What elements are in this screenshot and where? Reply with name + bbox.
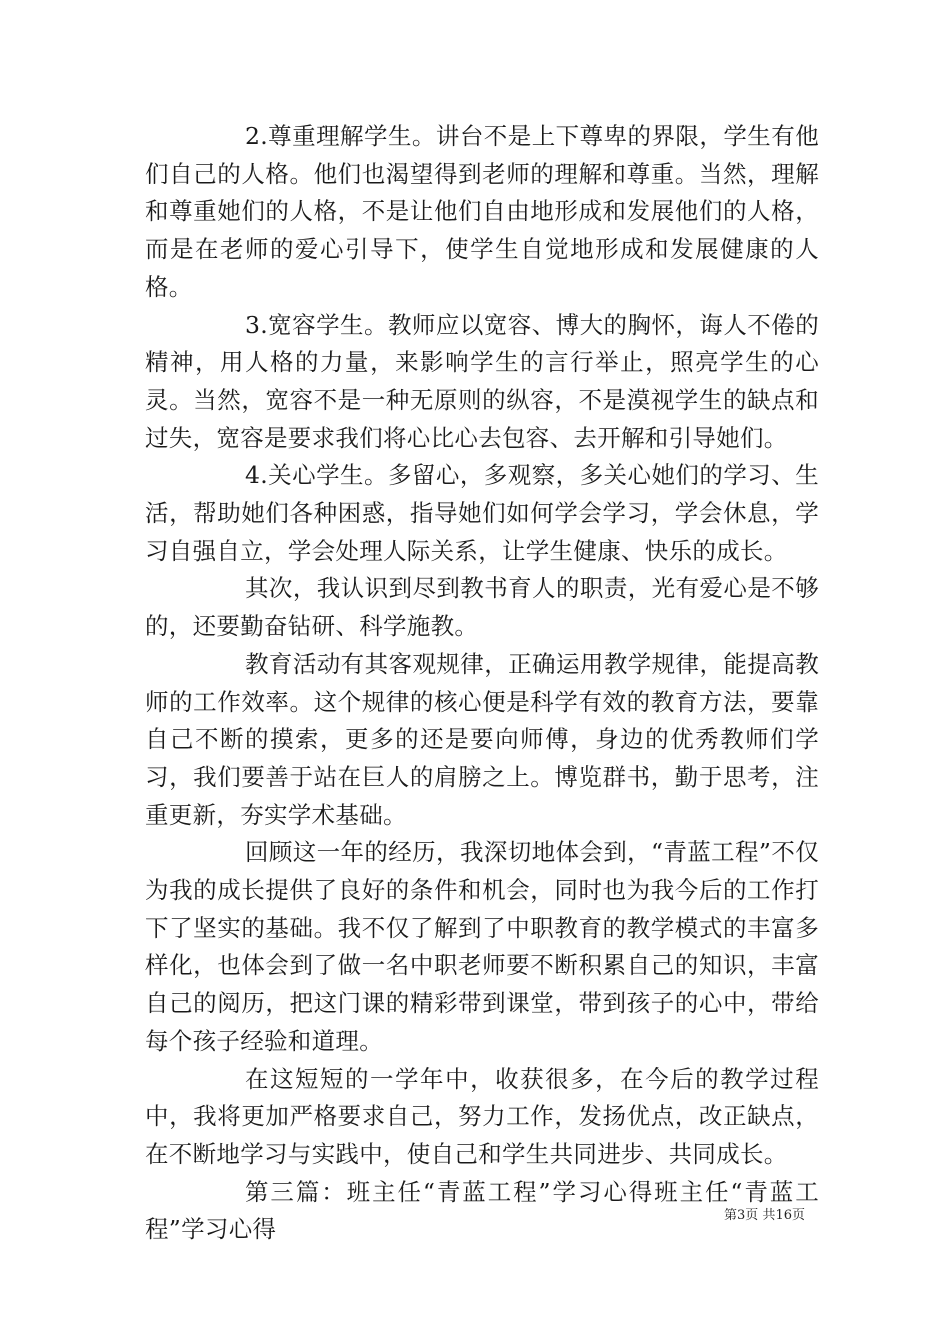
paragraph-care-students: 4.关心学生。多留心，多观察，多关心她们的学习、生活，帮助她们各种困惑，指导她们如何学会学习，学会休息，学习自强自立，学会处理人际关系，让学生健康、快乐的成长。 (145, 461, 819, 565)
footer-total-pages: 16 (775, 1208, 792, 1223)
footer-middle: 页 共 (745, 1208, 776, 1223)
footer-prefix: 第 (724, 1208, 738, 1223)
paragraph-respect-students: 2.尊重理解学生。讲台不是上下尊卑的界限，学生有他们自己的人格。他们也渴望得到老师的理解和尊重。当然，理解和尊重她们的人格，不是让他们自由地形成和发展他们的人格，而是在老师的爱心引导下，使学生自觉地形成和发展健康的人格。 (145, 122, 819, 301)
paragraph-review-year: 回顾这一年的经历，我深切地体会到，“青蓝工程”不仅为我的成长提供了良好的条件和机会，同时也为我今后的工作打下了坚实的基础。我不仅了解到了中职教育的教学模式的丰富多样化，也体会到了做一名中职老师要不断积累自己的知识，丰富自己的阅历，把这门课的精彩带到课堂，带到孩子的心中，带给每个孩子经验和道理。 (145, 838, 819, 1055)
section-heading-third: 第三篇：班主任“青蓝工程”学习心得班主任“青蓝工程”学习心得 (145, 1177, 819, 1244)
paragraph-tolerate-students: 3.宽容学生。教师应以宽容、博大的胸怀，诲人不倦的精神，用人格的力量，来影响学生的言行举止，照亮学生的心灵。当然，宽容不是一种无原则的纵容，不是漠视学生的缺点和过失，宽容是要求我们将心比心去包容、去开解和引导她们。 (145, 310, 819, 452)
paragraph-teaching-rules: 教育活动有其客观规律，正确运用教学规律，能提高教师的工作效率。这个规律的核心便是科学有效的教育方法，要靠自己不断的摸索，更多的还是要向师傅，身边的优秀教师们学习，我们要善于站在巨人的肩膀之上。博览群书，勤于思考，注重更新，夯实学术基础。 (145, 649, 819, 829)
footer-current-page: 3 (737, 1208, 746, 1223)
body-text (145, 118, 819, 1249)
page-footer (724, 1204, 805, 1223)
paragraph-second-point: 其次，我认识到尽到教书育人的职责，光有爱心是不够的，还要勤奋钻研、科学施教。 (145, 574, 819, 641)
footer-suffix: 页 (791, 1208, 805, 1223)
paragraph-conclusion: 在这短短的一学年中，收获很多，在今后的教学过程中，我将更加严格要求自己，努力工作，发扬优点，改正缺点，在不断地学习与实践中，使自己和学生共同进步、共同成长。 (145, 1064, 819, 1168)
